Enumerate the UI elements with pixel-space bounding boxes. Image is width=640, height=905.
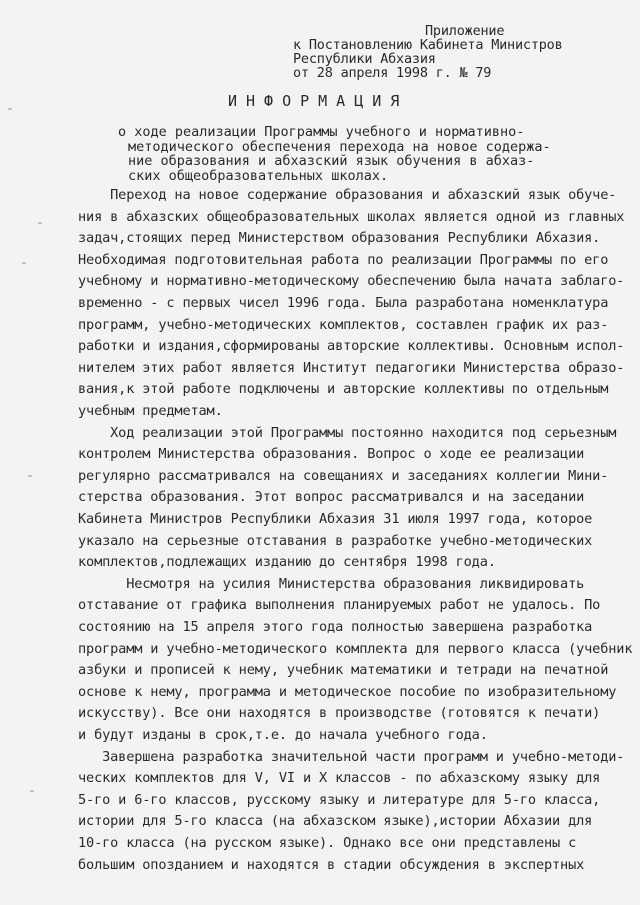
body-line: стерства образования. Этот вопрос рассматривался и на заседании [78, 489, 585, 506]
body-line: комплектов,подлежащих изданию до сентября 1998 года. [78, 554, 496, 571]
body-line: Необходимая подготовительная работа по реализации Программы по его [78, 251, 609, 268]
body-line: и будут изданы в срок,т.е. до начала учебного года. [78, 727, 488, 743]
subject-line: методического обеспечения перехода на новое содержа- [128, 138, 551, 155]
body-line: истории для 5-го класса (на абхазском языке),истории Абхазии для [78, 813, 593, 830]
body-line: азбуки и прописей к нему, учебник математики и тетради на печатной [78, 662, 609, 679]
appendix-date: от 28 апреля 1998 г. № 79 [293, 65, 492, 81]
body-line: задач,стоящих перед Министерством образования Республики Абхазия. [78, 230, 601, 247]
body-line: контролем Министерства образования. Вопрос о ходе ее реализации [78, 446, 585, 463]
body-line: 5-го и 6-го классов, русскому языку и литературе для 5-го класса, [78, 791, 601, 808]
body-line: указало на серьезные отставания в разработке учебно-методических [78, 532, 593, 549]
scan-speck [8, 108, 12, 110]
body-line: большим опозданием и находятся в стадии обсуждения в экспертных [78, 856, 585, 873]
scan-speck [30, 790, 34, 792]
body-line: учебным предметам. [78, 403, 223, 419]
body-line: отставание от графика выполнения планируемых работ не удалось. По [78, 597, 601, 614]
body-line: нителем этих работ является Институт педагогики Министерства образо- [78, 359, 625, 376]
body-line: программ, учебно-методических комплектов, составлен график их раз- [78, 316, 609, 333]
body-line: Кабинета Министров Республики Абхазия 31 июля 1997 года, которое [78, 511, 593, 527]
body-line: 10-го класса (на русском языке). Однако все они представлены с [78, 835, 577, 851]
body-line: Несмотря на усилия Министерства образования ликвидировать [78, 575, 585, 592]
body-line: временно - с первых чисел 1996 года. Была разработана номенклатура [78, 295, 609, 311]
body-line: Переход на новое содержание образования и абхазский язык обуче- [78, 187, 617, 203]
body-line: учебному и нормативно-методическому обеспечению была начата заблаго- [78, 273, 625, 290]
subject-line: ние образования и абхазский язык обучения в абхаз- [128, 153, 535, 169]
body-line: регулярно рассматривался на совещаниях и заседаниях коллегии Мини- [78, 467, 609, 484]
appendix-resolution: к Постановлению Кабинета Министров [293, 37, 563, 53]
subject-line: ских общеобразовательных школах. [128, 167, 389, 184]
body-line: ния в абхазских общеобразовательных школах является одной из главных [78, 208, 625, 225]
appendix-republic: Республики Абхазия [293, 51, 436, 67]
body-line: Завершена разработка значительной части программ и учебно-методи- [78, 748, 625, 765]
body-line: Ход реализации этой Программы постоянно находится под серьезным [78, 424, 617, 441]
appendix-label: Приложение [425, 23, 505, 39]
subject-line: о ходе реализации Программы учебного и нормативно- [118, 124, 525, 140]
scan-speck [38, 222, 42, 224]
body-line: работки и издания,сформированы авторские коллективы. Основным испол- [78, 338, 625, 355]
body-line: состоянию на 15 апреля этого года полностью завершена разработка [78, 619, 593, 635]
document-title: ИНФОРМАЦИЯ [228, 92, 409, 110]
body-line: вания,к этой работе подключены и авторские коллективы по отдельным [78, 381, 609, 398]
scan-speck [22, 262, 26, 264]
body-line: программ и учебно-методического комплекта для первого класса (учебник [78, 640, 633, 657]
body-line: основе к нему, программа и методическое пособие по изобразительному [78, 683, 617, 700]
scan-speck [28, 475, 32, 477]
body-line: ческих комплектов для V, VI и X классов - по абхазскому языку для [78, 770, 601, 787]
body-line: искусству). Все они находятся в производстве (готовятся к печати) [78, 705, 601, 722]
